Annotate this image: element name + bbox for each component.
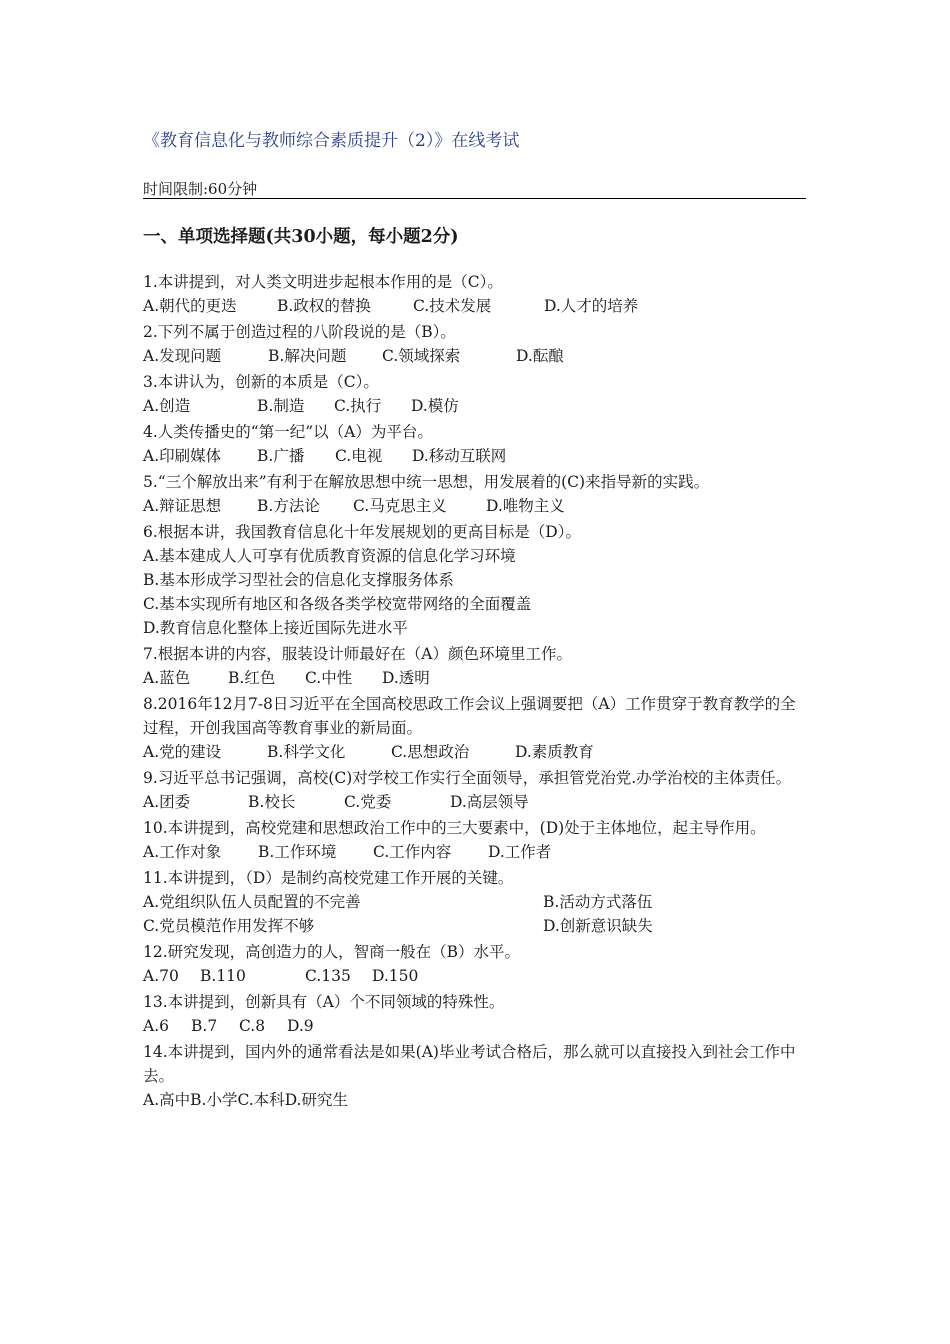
option-b: B.小学 <box>190 1091 238 1109</box>
option-d: D.酝酿 <box>516 347 564 365</box>
option-b: B.制造 <box>257 397 305 415</box>
option-a: A.发现问题 <box>143 347 222 365</box>
option-d: D.9 <box>287 1017 314 1035</box>
option-d: D.移动互联网 <box>412 447 507 465</box>
option-b: B.基本形成学习型社会的信息化支撑服务体系 <box>143 571 454 589</box>
question-13 <box>143 990 808 1038</box>
option-row <box>143 740 808 764</box>
option-d: D.研究生 <box>284 1091 348 1109</box>
option-row <box>143 494 808 518</box>
option-d: D.模仿 <box>411 397 459 415</box>
option-b: B.政权的替换 <box>277 297 371 315</box>
question-stem: 10.本讲提到，高校党建和思想政治工作中的三大要素中，(D)处于主体地位，起主导作用。 <box>143 819 766 837</box>
option-row <box>143 1088 808 1112</box>
question-12 <box>143 940 808 988</box>
question-stem: 8.2016年12月7-8日习近平在全国高校思政工作会议上强调要把（A）工作贯穿于教育教学的全过程，开创我国高等教育事业的新局面。 <box>143 695 796 737</box>
question-7 <box>143 642 808 690</box>
option-c: C.思想政治 <box>391 743 470 761</box>
option-d: D.素质教育 <box>515 743 594 761</box>
option-d: D.高层领导 <box>450 793 529 811</box>
option-a: A.基本建成人人可享有优质教育资源的信息化学习环境 <box>143 547 516 565</box>
option-b: B.方法论 <box>257 497 320 515</box>
option-c: C.马克思主义 <box>353 497 447 515</box>
option-a: A.蓝色 <box>143 669 191 687</box>
option-b: B.科学文化 <box>267 743 346 761</box>
question-stem: 3.本讲认为，创新的本质是（C）。 <box>143 373 379 391</box>
question-11 <box>143 866 808 938</box>
question-stem: 2.下列不属于创造过程的八阶段说的是（B）。 <box>143 323 456 341</box>
section-heading: 一、单项选择题(共30小题，每小题2分) <box>143 227 459 247</box>
exam-title: 《教育信息化与教师综合素质提升（2）》在线考试 <box>143 131 520 151</box>
question-stem: 1.本讲提到，对人类文明进步起根本作用的是（C）。 <box>143 273 503 291</box>
question-3 <box>143 370 808 418</box>
option-row <box>143 344 808 368</box>
question-stem: 9.习近平总书记强调，高校(C)对学校工作实行全面领导，承担管党治党.办学治校的主体责任。 <box>143 769 792 787</box>
option-b: B.活动方式落伍 <box>543 893 653 911</box>
option-a: A.6 <box>143 1017 169 1035</box>
option-grid <box>143 890 808 938</box>
option-d: D.唯物主义 <box>486 497 565 515</box>
time-limit: 时间限制:60分钟 <box>143 180 258 198</box>
question-stem: 14.本讲提到，国内外的通常看法是如果(A)毕业考试合格后，那么就可以直接投入到社会工作中去。 <box>143 1043 796 1085</box>
option-a: A.党的建设 <box>143 743 222 761</box>
option-d: D.工作者 <box>488 843 552 861</box>
option-row <box>143 790 808 814</box>
option-b: B.广播 <box>257 447 305 465</box>
option-c: C.135 <box>305 967 351 985</box>
option-row <box>143 666 808 690</box>
option-row <box>143 444 808 468</box>
option-b: B.校长 <box>248 793 296 811</box>
question-stem: 12.研究发现，高创造力的人，智商一般在（B）水平。 <box>143 943 521 961</box>
question-stem: 4.人类传播史的“第一纪”以（A）为平台。 <box>143 423 433 441</box>
option-b: B.110 <box>200 967 246 985</box>
question-5 <box>143 470 808 518</box>
option-row <box>143 394 808 418</box>
question-stem: 11.本讲提到，（D）是制约高校党建工作开展的关键。 <box>143 869 514 887</box>
question-14 <box>143 1040 808 1112</box>
option-c: C.基本实现所有地区和各级各类学校宽带网络的全面覆盖 <box>143 595 532 613</box>
question-2 <box>143 320 808 368</box>
question-9 <box>143 766 808 814</box>
option-b: B.解决问题 <box>268 347 347 365</box>
question-4 <box>143 420 808 468</box>
option-c: C.工作内容 <box>373 843 452 861</box>
option-a: A.朝代的更迭 <box>143 297 237 315</box>
option-a: A.辩证思想 <box>143 497 222 515</box>
option-c: C.本科 <box>237 1091 285 1109</box>
option-a: A.70 <box>143 967 179 985</box>
question-10 <box>143 816 808 864</box>
option-c: C.中性 <box>305 669 353 687</box>
question-stem: 6.根据本讲，我国教育信息化十年发展规划的更高目标是（D）。 <box>143 523 581 541</box>
option-d: D.透明 <box>382 669 430 687</box>
option-c: C.电视 <box>335 447 383 465</box>
option-row <box>143 964 808 988</box>
option-a: A.创造 <box>143 397 191 415</box>
option-a: A.高中 <box>143 1091 191 1109</box>
option-d: D.创新意识缺失 <box>543 917 653 935</box>
option-d: D.150 <box>372 967 419 985</box>
question-stem: 7.根据本讲的内容，服装设计师最好在（A）颜色环境里工作。 <box>143 645 572 663</box>
option-row <box>143 840 808 864</box>
question-8 <box>143 692 808 764</box>
option-row <box>143 1014 808 1038</box>
option-c: C.执行 <box>334 397 382 415</box>
option-d: D.教育信息化整体上接近国际先进水平 <box>143 619 408 637</box>
option-c: C.党员模范作用发挥不够 <box>143 917 315 935</box>
option-c: C.技术发展 <box>413 297 492 315</box>
question-stem: 5.“三个解放出来”有利于在解放思想中统一思想，用发展着的(C)来指导新的实践。 <box>143 473 710 491</box>
option-a: A.印刷媒体 <box>143 447 222 465</box>
option-c: C.党委 <box>344 793 392 811</box>
option-a: A.党组织队伍人员配置的不完善 <box>143 893 361 911</box>
option-c: C.8 <box>239 1017 266 1035</box>
option-d: D.人才的培养 <box>544 297 639 315</box>
question-6 <box>143 520 808 640</box>
question-stem: 13.本讲提到，创新具有（A）个不同领域的特殊性。 <box>143 993 505 1011</box>
header-divider <box>143 198 806 199</box>
option-a: A.团委 <box>143 793 191 811</box>
option-b: B.工作环境 <box>258 843 337 861</box>
option-row <box>143 294 808 318</box>
option-a: A.工作对象 <box>143 843 222 861</box>
question-list <box>143 270 808 1114</box>
option-c: C.领域探索 <box>382 347 461 365</box>
option-b: B.7 <box>191 1017 218 1035</box>
option-b: B.红色 <box>228 669 276 687</box>
question-1 <box>143 270 808 318</box>
